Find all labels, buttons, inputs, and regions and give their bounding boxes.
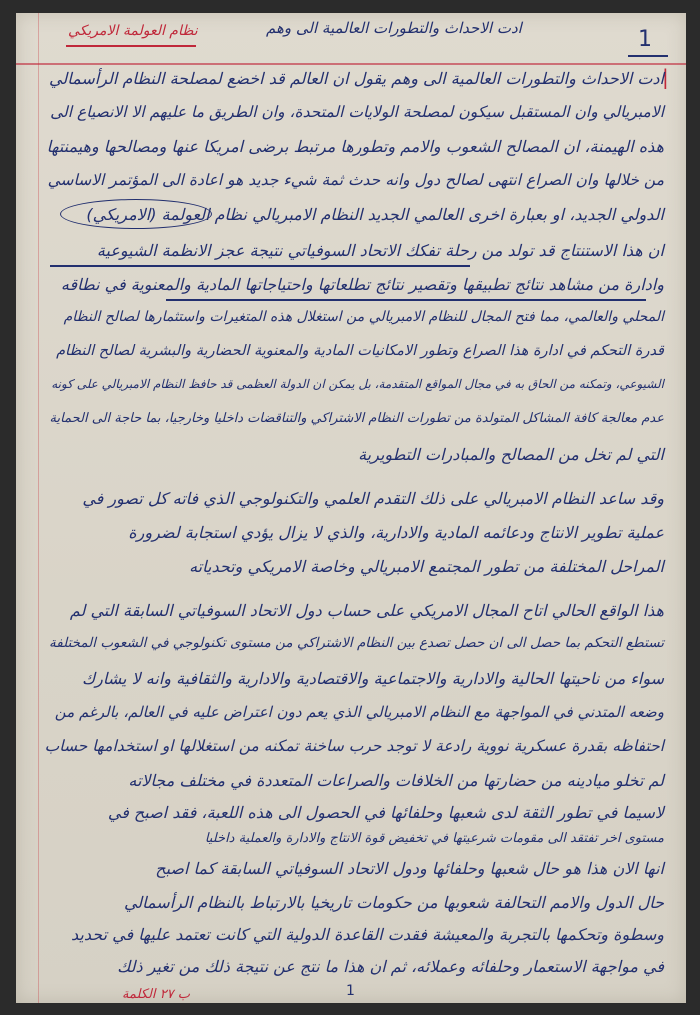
paragraph-3-line-3: المراحل المختلفة من تطور المجتمع الامبريالي وخاصة الامريكي وتحدياته bbox=[189, 557, 664, 576]
paragraph-4-line-9: انها الان هذا هو حال شعبها وحلفائها ودول الاتحاد السوفياتي السابقة كما اصبح bbox=[155, 859, 664, 878]
paragraph-4-line-6: لم تخلو ميادينه من حضارتها من الخلافات والصراعات المتعددة في مختلف مجالاته bbox=[128, 771, 664, 790]
page-number-underline bbox=[628, 55, 668, 57]
paragraph-4-line-3: سواء من ناحيتها الحالية والادارية والاجتماعية والاقتصادية والادارية والثقافية وانه لا يشارك bbox=[81, 669, 664, 688]
paragraph-1-line-4: من خلالها وان الصراع انتهى لصالح دول وانه حدث ثمة شيء جديد هو اعادة الى المؤتمر الاساسي bbox=[47, 171, 664, 189]
header-title: ادت الاحداث والتطورات العالمية الى وهم bbox=[266, 19, 522, 37]
paragraph-2-line-7: التي لم تخل من المصالح والمبادرات التطويرية bbox=[358, 445, 664, 464]
page-number: 1 bbox=[638, 27, 652, 52]
underline-p2-2 bbox=[166, 299, 646, 301]
circled-phrase bbox=[60, 199, 212, 229]
paragraph-1-line-5: الدولي الجديد، او بعبارة اخرى العالمي الجديد النظام الامبريالي نظام العولمة (الامريكي) bbox=[86, 205, 664, 224]
paragraph-2-line-4: قدرة التحكم في ادارة هذا الصراع وتطور الامكانيات المادية والمعنوية الحضارية والبشرية لصالح النظام bbox=[56, 343, 664, 359]
paragraph-4-line-8: مستوى اخر تفتقد الى مقومات شرعيتها في تخفيض قوة الانتاج والادارة والعملية داخليا bbox=[204, 831, 664, 846]
paragraph-2-line-3: المحلي والعالمي، مما فتح المجال للنظام الامبريالي من استغلال هذه المتغيرات واستثمارها لصالح النظام bbox=[63, 309, 664, 325]
paragraph-2-line-6: عدم معالجة كافة المشاكل المتولدة من تطورات النظام الاشتراكي والتناقضات داخليا وخارجيا، بما حاجة الى الحماية bbox=[49, 411, 664, 426]
paragraph-1-line-3: هذه الهيمنة، ان المصالح الشعوب والامم وتطورها مرتبط برضى امريكا عنها ومصالحها وهيمنتها bbox=[46, 137, 664, 156]
paragraph-marker: | bbox=[662, 65, 669, 89]
footer-note: ب ٢٧ الكلمة bbox=[122, 987, 191, 1002]
paragraph-1-line-1: ادت الاحداث والتطورات العالمية الى وهم يقول ان العالم قد اخضع لمصلحة النظام الرأسمالي bbox=[49, 69, 664, 88]
paragraph-4-line-12: في مواجهة الاستعمار وحلفائه وعملائه، ثم ان هذا ما نتج عن نتيجة ذلك من تغير ذلك bbox=[117, 957, 664, 976]
margin-rule bbox=[38, 13, 39, 1003]
paragraph-4-line-10: حال الدول والامم التحالفة شعوبها من حكومات تاريخيا بالارتباط بالنظام الرأسمالي bbox=[123, 893, 664, 912]
footer-page-mark: 1 bbox=[346, 983, 355, 999]
paragraph-4-line-1: هذا الواقع الحالي اتاح المجال الامريكي على حساب دول الاتحاد السوفياتي السابقة التي لم bbox=[69, 601, 664, 620]
paragraph-4-line-11: وسطوة وتحكمها بالتجربة والمعيشة فقدت القاعدة الدولية التي كانت تعتمد عليها في تحديد bbox=[71, 925, 664, 944]
manuscript-page bbox=[16, 13, 686, 1003]
paragraph-1-line-2: الامبريالي وان المستقبل سيكون لمصلحة الولايات المتحدة، وان الطريق ما عليهم الا الانصياع الى bbox=[50, 103, 664, 121]
paragraph-4-line-2: تستطع التحكم بما حصل الى ان حصل تصدع بين النظام الاشتراكي من مستوى تكنولوجي في الشعوب المختلفة bbox=[49, 635, 664, 651]
corner-label: نظام العولمة الامريكي bbox=[68, 23, 198, 39]
paragraph-4-line-5: احتفاظه بقدرة عسكرية نووية رادعة لا توجد حرب ساخنة تمكنه من استغلالها او استخدامها حساب bbox=[44, 737, 664, 755]
paragraph-4-line-4: وضعه المتدني في المواجهة مع النظام الامبريالي الذي يعم دون اعتراض عليه في العالم، بالرغم من bbox=[54, 703, 664, 721]
corner-label-underline bbox=[66, 45, 196, 47]
paragraph-2-line-2: وادارة من مشاهد نتائج تطبيقها وتقصير نتائج تطلعاتها واحتياجاتها المادية والمعنوية في نطاقه bbox=[60, 275, 664, 294]
paragraph-2-line-5: الشيوعي، وتمكنه من الحاق به في مجال المواقع المتقدمة، بل يمكن ان الدولة العظمى قد حافظ النظام الامبريالي على كونه bbox=[51, 377, 664, 391]
underline-p2-1 bbox=[50, 265, 470, 267]
paragraph-3-line-1: وقد ساعد النظام الامبريالي على ذلك التقدم العلمي والتكنولوجي الذي فاته كل تصور في bbox=[82, 489, 664, 508]
paragraph-4-line-7: لاسيما في تطور الثقة لدى شعبها وحلفائها في الحصول الى هذه اللعبة، فقد اصبح في bbox=[107, 803, 664, 822]
paragraph-2-line-1: ان هذا الاستنتاج قد تولد من رحلة تفكك الاتحاد السوفياتي نتيجة عجز الانظمة الشيوعية bbox=[96, 241, 664, 260]
paragraph-3-line-2: عملية تطوير الانتاج ودعائمه المادية والادارية، والذي لا يزال يؤدي استجابة لضرورة bbox=[128, 523, 664, 542]
header-rule bbox=[16, 63, 686, 65]
